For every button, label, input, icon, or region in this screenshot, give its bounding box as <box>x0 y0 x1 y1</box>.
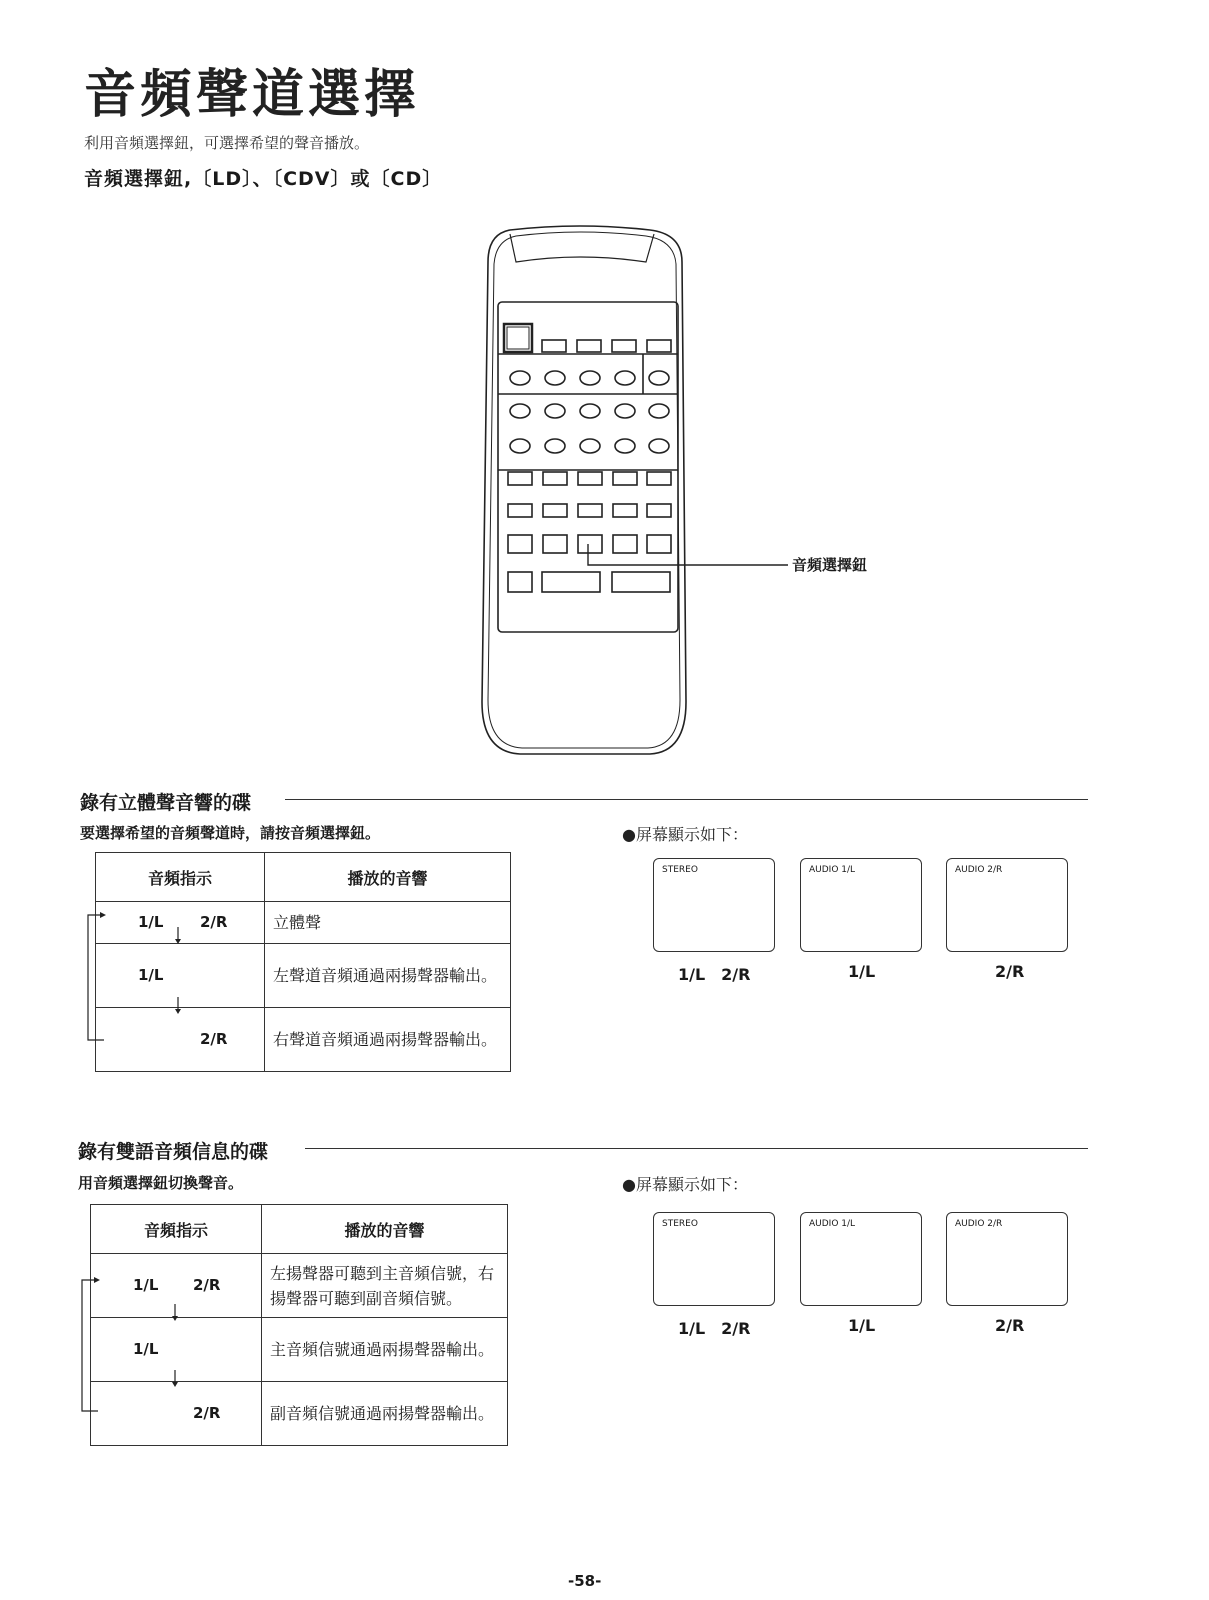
section2-rule <box>305 1148 1088 1149</box>
screen-label: AUDIO 1/L <box>809 865 856 875</box>
section1-rule <box>285 799 1088 800</box>
table-row-desc: 左揚聲器可聽到主音頻信號，右揚聲器可聽到副音頻信號。 <box>262 1254 508 1318</box>
indicator-right: 2/R <box>193 1404 221 1422</box>
indicator-right: 2/R <box>200 913 228 931</box>
remote-control-illustration <box>470 222 890 762</box>
section2-screens-note: ●屏幕顯示如下： <box>622 1175 748 1194</box>
cycle-arrows-1 <box>80 905 200 1045</box>
table-header-sound: 播放的音響 <box>262 1205 508 1254</box>
table-row-desc: 左聲道音頻通過兩揚聲器輸出。 <box>265 944 511 1008</box>
tv-screen-audio-1l <box>800 858 922 952</box>
table-row-desc: 主音頻信號通過兩揚聲器輸出。 <box>262 1318 508 1382</box>
table-header-sound: 播放的音響 <box>265 853 511 902</box>
tv-screen-audio-2r <box>946 858 1068 952</box>
table-row-desc: 右聲道音頻通過兩揚聲器輸出。 <box>265 1008 511 1072</box>
section1-instruction: 要選擇希望的音頻聲道時，請按音頻選擇鈕。 <box>80 824 381 842</box>
indicator-right: 2/R <box>193 1276 221 1294</box>
screen-caption: 2/R <box>995 1316 1025 1335</box>
screen-caption: 2/R <box>995 962 1025 981</box>
section2-heading: 錄有雙語音頻信息的碟 <box>78 1141 269 1163</box>
screen-caption: 1/L <box>848 962 876 981</box>
tv-screen-audio-2r <box>946 1212 1068 1306</box>
screen-label: AUDIO 1/L <box>809 1219 856 1229</box>
tv-screen-audio-1l <box>800 1212 922 1306</box>
section1-heading: 錄有立體聲音響的碟 <box>80 792 252 814</box>
indicator-left: 1/L <box>133 1276 159 1294</box>
section2-instruction: 用音頻選擇鈕切換聲音。 <box>78 1174 244 1192</box>
screen-label: STEREO <box>662 865 698 875</box>
table-header-indicator: 音頻指示 <box>91 1205 262 1254</box>
tv-screen-stereo <box>653 1212 775 1306</box>
section1-screens-note: ●屏幕顯示如下： <box>622 825 748 844</box>
indicator-right: 2/R <box>200 1030 228 1048</box>
indicator-left: 1/L <box>133 1340 159 1358</box>
table-header-indicator: 音頻指示 <box>96 853 265 902</box>
screen-label: STEREO <box>662 1219 698 1229</box>
indicator-left: 1/L <box>138 913 164 931</box>
table-row-desc: 立體聲 <box>265 902 511 944</box>
tv-screen-stereo <box>653 858 775 952</box>
subheading: 音頻選擇鈕,〔LD〕、〔CDV〕或〔CD〕 <box>84 168 443 190</box>
page-number: -58- <box>568 1572 602 1590</box>
remote-callout-label: 音頻選擇鈕 <box>792 556 868 574</box>
indicator-left: 1/L <box>138 966 164 984</box>
table-row-desc: 副音頻信號通過兩揚聲器輸出。 <box>262 1382 508 1446</box>
intro-text: 利用音頻選擇鈕，可選擇希望的聲音播放。 <box>84 134 370 152</box>
screen-caption: 1/L 2/R <box>678 1319 751 1338</box>
cycle-arrows-2 <box>74 1270 194 1420</box>
screen-caption: 1/L 2/R <box>678 965 751 984</box>
screen-label: AUDIO 2/R <box>955 865 1003 875</box>
screen-label: AUDIO 2/R <box>955 1219 1003 1229</box>
page-title: 音頻聲道選擇 <box>84 65 421 125</box>
screen-caption: 1/L <box>848 1316 876 1335</box>
